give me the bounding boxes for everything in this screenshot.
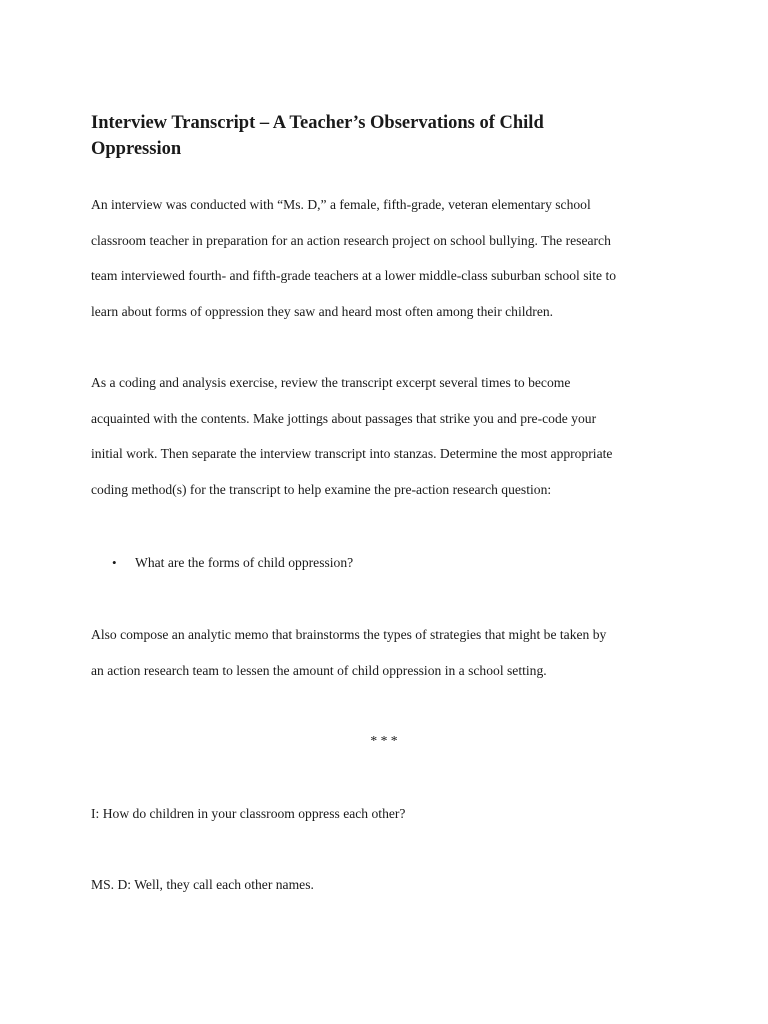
interview-question: I: How do children in your classroom oppress each other? bbox=[91, 806, 406, 821]
document-title bbox=[91, 110, 651, 162]
research-question-bullet bbox=[112, 549, 353, 577]
exercise-line: coding method(s) for the transcript to help examine the pre-action research question: bbox=[91, 481, 552, 497]
exercise-paragraph bbox=[91, 365, 681, 507]
intro-line: team interviewed fourth- and fifth-grade teachers at a lower middle-class suburban school site to bbox=[91, 268, 617, 284]
exercise-line: acquainted with the contents. Make jottings about passages that strike you and pre-code your bbox=[91, 410, 597, 426]
interview-answer: MS. D: Well, they call each other names. bbox=[91, 877, 314, 892]
bullet-symbol: • bbox=[112, 555, 117, 570]
memo-paragraph bbox=[91, 617, 681, 688]
intro-line: learn about forms of oppression they saw and heard most often among their children. bbox=[91, 303, 554, 319]
memo-line: an action research team to lessen the amount of child oppression in a school setting. bbox=[91, 662, 547, 678]
memo-line: Also compose an analytic memo that brainstorms the types of strategies that might be taken by bbox=[91, 627, 607, 642]
intro-line: An interview was conducted with “Ms. D,” a female, fifth-grade, veteran elementary school bbox=[91, 197, 591, 212]
title-line-1: Interview Transcript – A Teacher’s Observations of Child bbox=[91, 113, 544, 133]
intro-line: classroom teacher in preparation for an action research project on school bullying. The research bbox=[91, 232, 611, 248]
section-separator: * * * bbox=[370, 733, 398, 748]
exercise-line: As a coding and analysis exercise, review the transcript excerpt several times to become bbox=[91, 375, 571, 390]
exercise-line: initial work. Then separate the interview transcript into stanzas. Determine the most appropriate bbox=[91, 446, 613, 462]
intro-paragraph bbox=[91, 187, 681, 329]
research-question-text: What are the forms of child oppression? bbox=[135, 555, 354, 570]
title-line-2: Oppression bbox=[91, 139, 182, 159]
